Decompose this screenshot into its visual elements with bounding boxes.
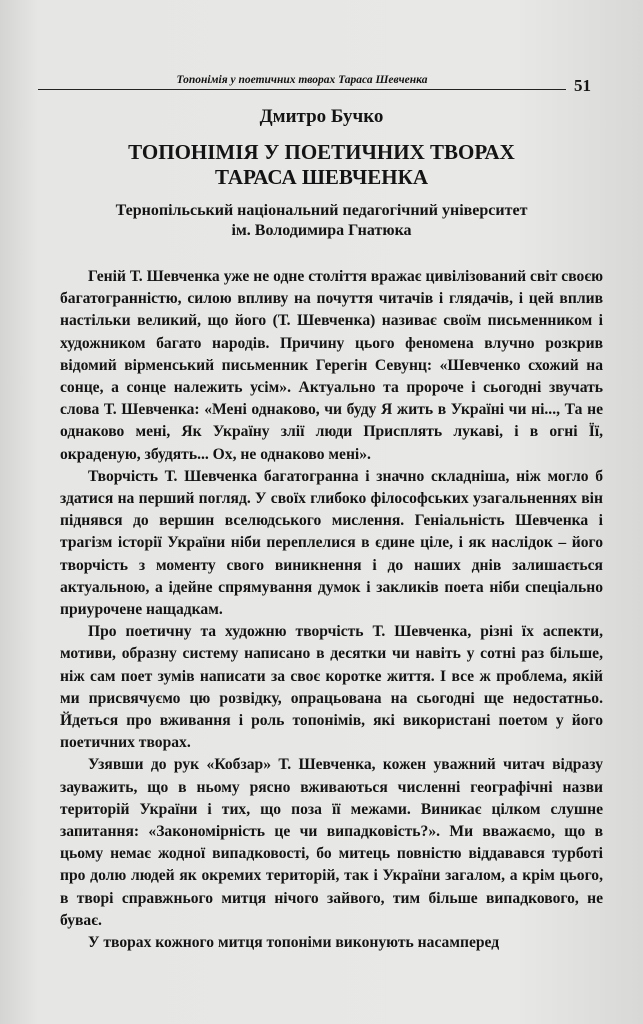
article-author: Дмитро Бучко — [259, 106, 384, 127]
author-affiliation — [0, 201, 643, 241]
paragraph-2: Творчість Т. Шевченка багатогранна і значно складніша, ніж могло б здатися на перший погляд. У своїх глибоко філософських узагальненнях він піднявся до вершин вселюдського мислення. Геніальність Шевченка і трагізм історії України ніби переплелися в єдине ціле, і як наслідок – його творчість з моменту свого виникнення і до наших днів залишається актуальною, а ідейне спрямування думок і закликів поета ніби спеціально приурочене нащадкам. — [60, 467, 603, 619]
affiliation-line-2: ім. Володимира Гнатюка — [231, 222, 412, 239]
article-title-line-2: ТАРАСА ШЕВЧЕНКА — [214, 165, 429, 189]
paragraph-4: Узявши до рук «Кобзар» Т. Шевченка, кожен уважний читач відразу зауважить, що в ньому рясно вживаються численні географічні назви територій України і тих, що поза її межами. Виникає цілком слушне запитання: «Закономірність це чи випадковість?». Ми вважаємо, що в цьому немає жодної випадковості, бо митець повністю віддавався турботі про долю людей як окремих територій, так і України загалом, а крім цього, в творі справжнього митця нічого зайвого, тим більше випадкового, не буває. — [60, 756, 603, 929]
affiliation-line-1: Тернопільський національний педагогічний університет — [115, 202, 528, 219]
article-body — [60, 266, 603, 954]
running-header: Топонімія у поетичних творах Тараса Шевченка — [38, 74, 566, 90]
article-title — [0, 140, 643, 190]
page-number: 51 — [574, 76, 591, 95]
paragraph-1: Геній Т. Шевченка уже не одне століття вражає цивілізований світ своєю багатогранністю, силою впливу на почуття читачів і глядачів, і цей вплив настільки великий, що його (Т. Шевченка) називає своїм письменником і художником багато народів. Причину цього феномена влучно розкрив відомий вірменський письменник Герегін Севунц: «Шевченко схожий на сонце, а сонце належить усім». Актуально та пророче і сьогодні звучать слова Т. Шевченка: «Мені однаково, чи буду Я жить в Україні чи ні..., Та не однаково мені, Як Україну злії люди Присплять лукаві, і в огні Її, окраденую, збудять... Ох, не однаково мені». — [60, 268, 603, 463]
paragraph-3: Про поетичну та художню творчість Т. Шевченка, різні їх аспекти, мотиви, образну систему написано в десятки чи навіть у сотні раз більше, ніж сам поет зумів написати за своє коротке життя. І все ж проблема, якій ми присвячуємо цю розвідку, опрацьована на сьогодні ще недостатньо. Йдеться про вживання і роль топонімів, які використані поетом у його поетичних творах. — [60, 623, 603, 752]
paragraph-5: У творах кожного митця топоніми виконують насамперед — [88, 934, 500, 952]
article-title-line-1: ТОПОНІМІЯ У ПОЕТИЧНИХ ТВОРАХ — [128, 140, 515, 164]
